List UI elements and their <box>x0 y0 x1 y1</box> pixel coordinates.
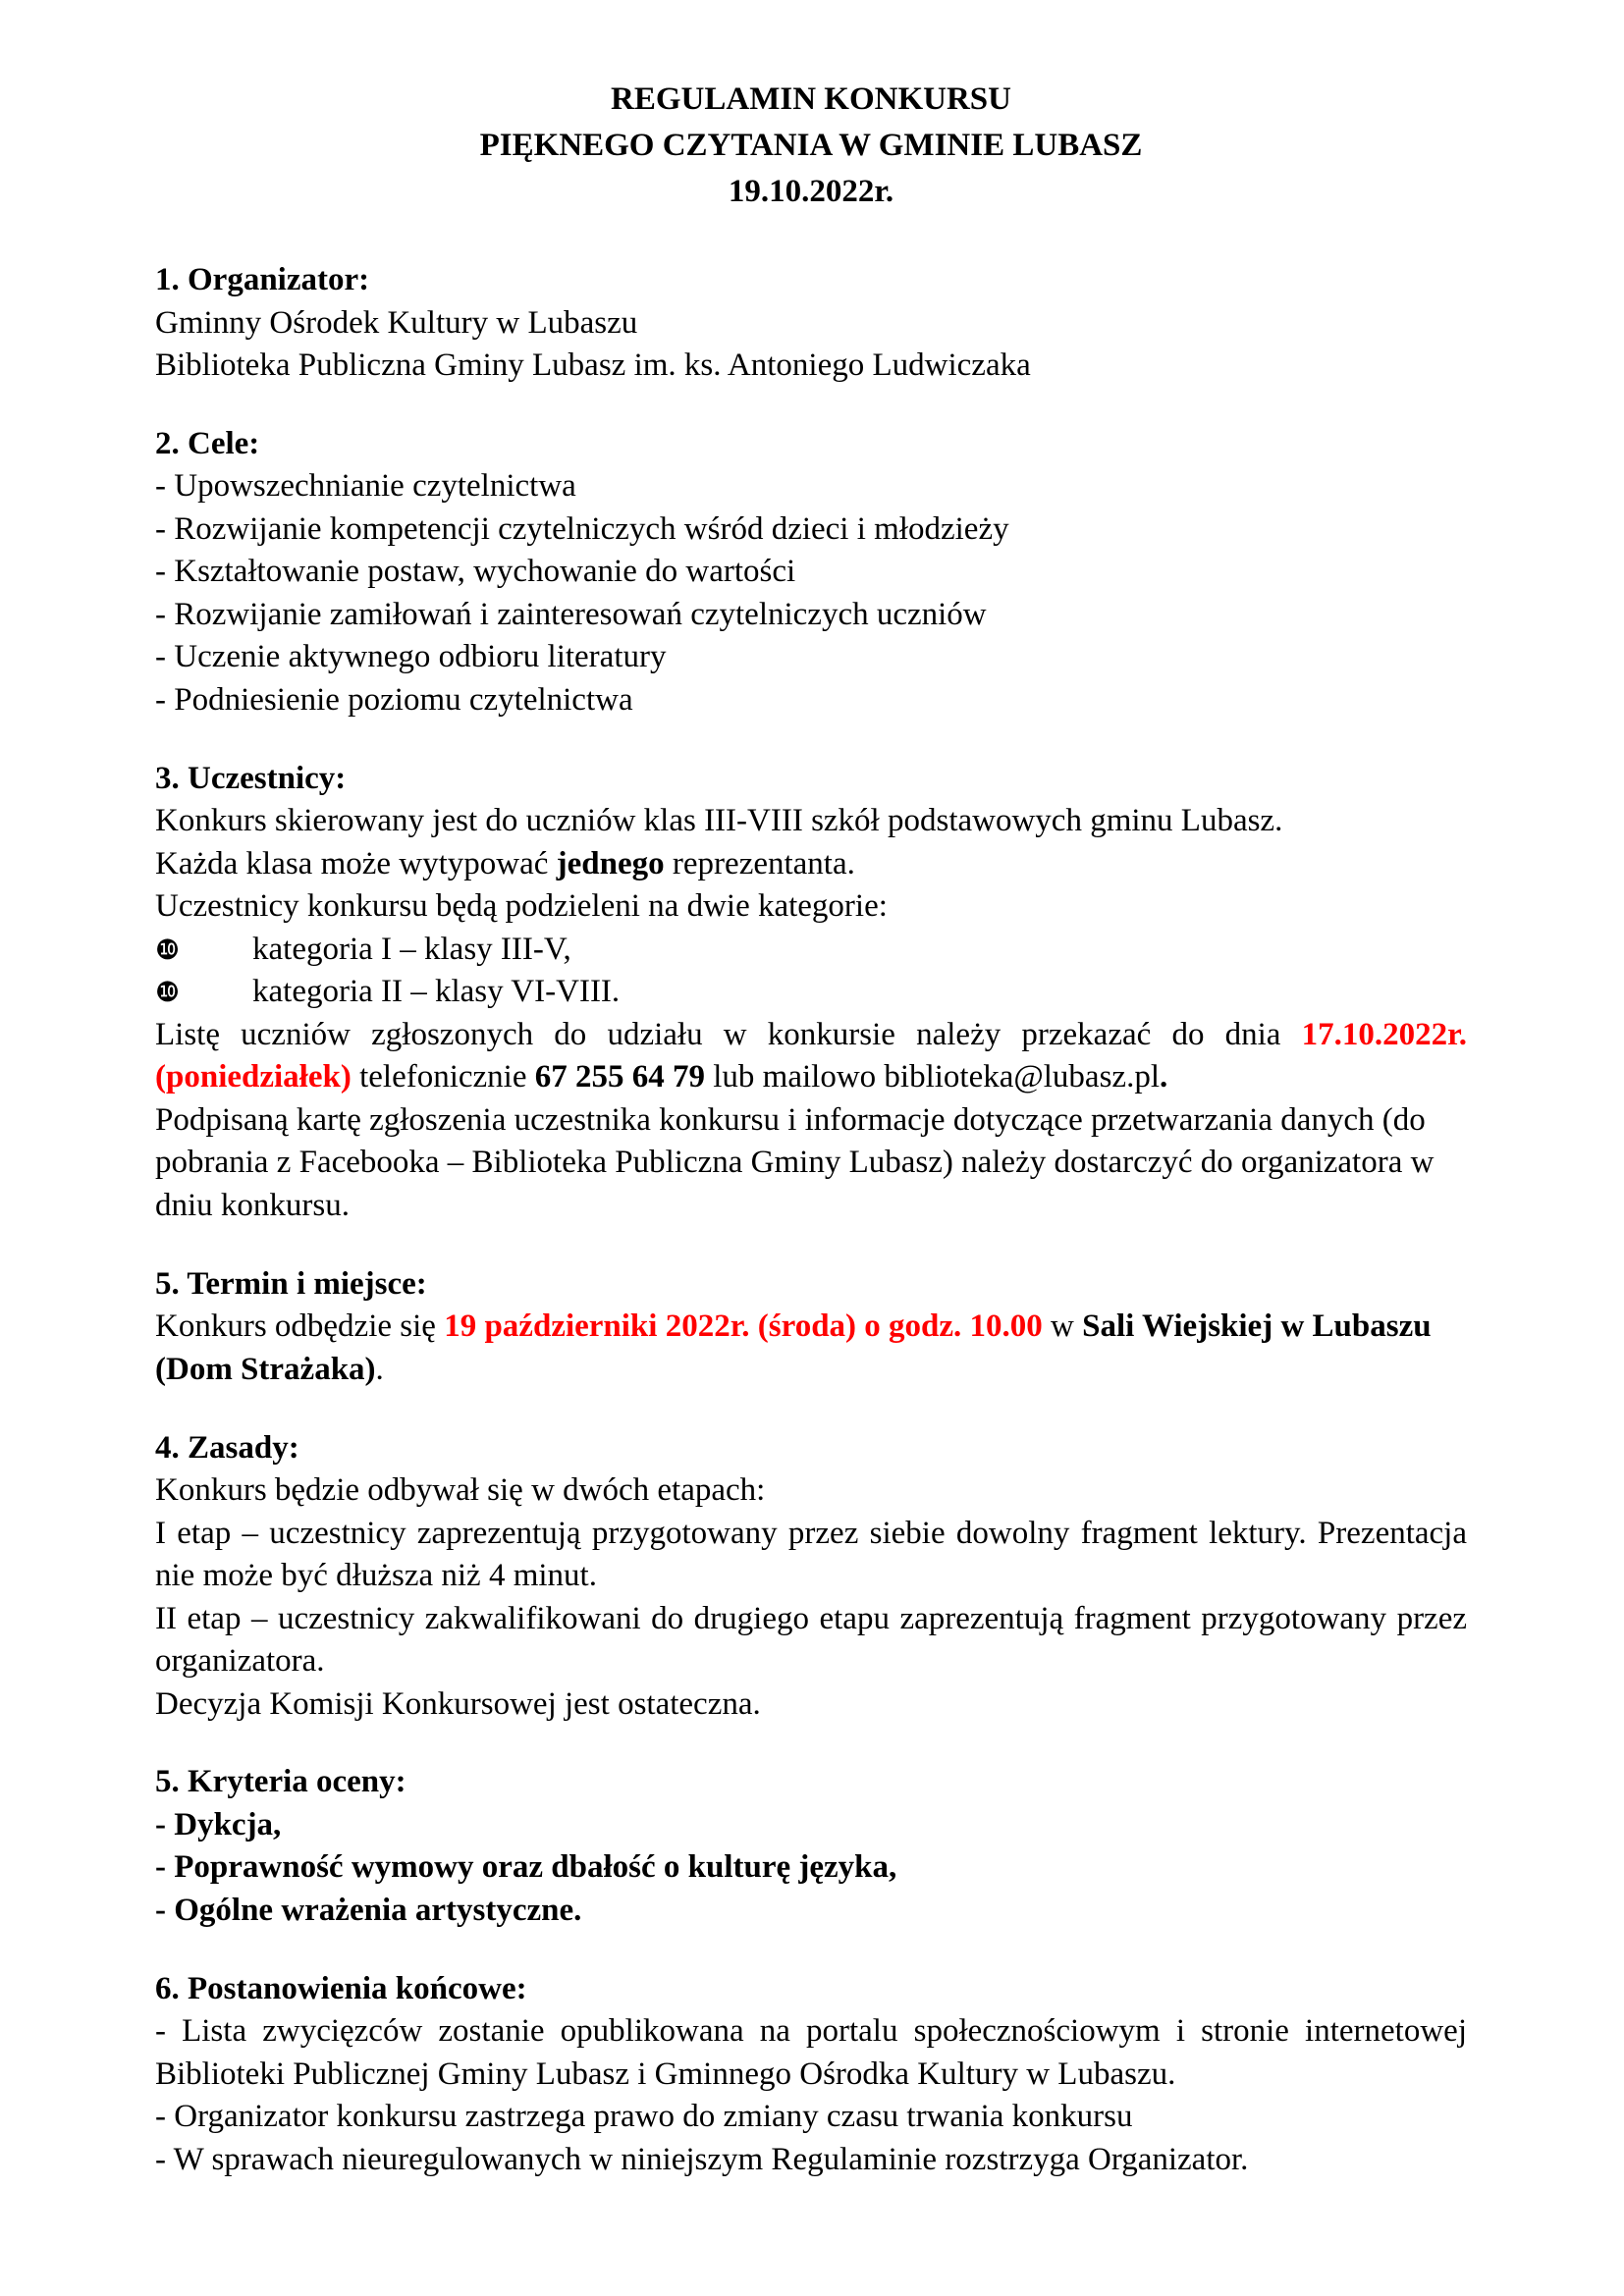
section-heading: 5. Kryteria oceny: <box>155 1764 406 1800</box>
card-line: dniu konkursu. <box>155 1187 350 1223</box>
event-line <box>155 1349 1467 1392</box>
submission-deadline-day: (poniedziałek) <box>155 1059 352 1095</box>
category-label: kategoria II – klasy VI-VIII. <box>252 974 621 1010</box>
rules-line: nie może być dłuższa niż 4 minut. <box>155 1558 597 1594</box>
rules-line: organizatora. <box>155 1643 325 1680</box>
section-heading: 3. Uczestnicy: <box>155 760 347 796</box>
organizer-line: Biblioteka Publiczna Gminy Lubasz im. ks. Antoniego Ludwiczaka <box>155 347 1031 383</box>
section-rules <box>155 1427 1467 1727</box>
rules-line: Konkurs będzie odbywał się w dwóch etapach: <box>155 1472 766 1509</box>
criteria-item: - Ogólne wrażenia artystyczne. <box>155 1892 582 1928</box>
document-body <box>155 259 1467 2217</box>
section-organizer <box>155 259 1467 388</box>
section-goals <box>155 423 1467 722</box>
rules-line: Decyzja Komisji Konkursowej jest ostateczna. <box>155 1685 761 1722</box>
title-line-2: PIĘKNEGO CZYTANIA W GMINIE LUBASZ <box>479 128 1143 163</box>
provision-line: - Organizator konkursu zastrzega prawo do zmiany czasu trwania konkursu <box>155 2099 1133 2135</box>
card-line: pobrania z Facebooka – Biblioteka Publiczna Gminy Lubasz) należy dostarczyć do organizatora w <box>155 1145 1435 1181</box>
criteria-item: - Poprawność wymowy oraz dbałość o kulturę języka, <box>155 1849 897 1886</box>
phone-label: telefonicznie <box>351 1059 535 1095</box>
goal-item: - Rozwijanie zamiłowań i zainteresowań czytelniczych uczniów <box>155 596 987 632</box>
categories-intro: Uczestnicy konkursu będą podzieleni na dwie kategorie: <box>155 888 888 925</box>
event-place: Sali Wiejskiej w Lubaszu <box>1082 1308 1432 1345</box>
representative-text: Każda klasa może wytypować <box>155 845 557 881</box>
rules-line: I etap – uczestnicy zaprezentują przygotowany przez siebie dowolny fragment lektury. Prezentacja <box>155 1515 1467 1551</box>
circled-ten-bullet-icon: ❿ <box>155 976 181 1009</box>
goal-item: - Rozwijanie kompetencji czytelniczych wśród dzieci i młodzieży <box>155 510 1009 547</box>
category-item <box>155 929 1467 972</box>
event-place-detail: (Dom Strażaka) <box>155 1351 376 1387</box>
category-label: kategoria I – klasy III-V, <box>252 931 571 967</box>
submission-contact-line <box>155 1056 1467 1099</box>
circled-ten-bullet-icon: ❿ <box>155 933 181 966</box>
section-heading: 4. Zasady: <box>155 1429 299 1466</box>
section-heading: 1. Organizator: <box>155 262 370 297</box>
goal-item: - Kształtowanie postaw, wychowanie do wartości <box>155 554 796 590</box>
email-text: lub mailowo biblioteka@lubasz.pl <box>705 1059 1160 1095</box>
section-participants <box>155 758 1467 1228</box>
phone-number: 67 255 64 79 <box>534 1059 705 1095</box>
submission-deadline-date: 17.10.2022r. <box>1301 1016 1467 1052</box>
event-date: 19 październiki 2022r. (środa) o godz. 10.00 <box>444 1308 1043 1345</box>
section-heading: 2. Cele: <box>155 425 260 461</box>
section-criteria <box>155 1761 1467 1932</box>
section-heading: 6. Postanowienia końcowe: <box>155 1970 527 2006</box>
goal-item: - Uczenie aktywnego odbioru literatury <box>155 639 667 675</box>
event-text-mid: w <box>1042 1308 1083 1345</box>
section-final-provisions <box>155 1968 1467 2182</box>
representative-line <box>155 843 1467 886</box>
provision-line: Biblioteki Publicznej Gminy Lubasz i Gminnego Ośrodka Kultury w Lubaszu. <box>155 2056 1176 2092</box>
participants-intro: Konkurs skierowany jest do uczniów klas III-VIII szkół podstawowych gminu Lubasz. <box>155 803 1283 839</box>
event-line <box>155 1306 1467 1349</box>
representative-count: jednego <box>556 845 665 881</box>
section-heading: 5. Termin i miejsce: <box>155 1265 427 1302</box>
title-line-1: REGULAMIN KONKURSU <box>611 81 1011 117</box>
submission-text: Listę uczniów zgłoszonych do udziału w konkursie należy przekazać do dnia <box>155 1016 1302 1052</box>
provision-line: - W sprawach nieuregulowanych w niniejszym Regulaminie rozstrzyga Organizator. <box>155 2141 1249 2177</box>
section-date-place <box>155 1263 1467 1392</box>
submission-deadline-line <box>155 1014 1467 1057</box>
rules-line: II etap – uczestnicy zakwalifikowani do drugiego etapu zaprezentują fragment przygotowany przez <box>155 1600 1467 1636</box>
event-text: Konkurs odbędzie się <box>155 1308 445 1345</box>
category-item <box>155 971 1467 1014</box>
email-period: . <box>1159 1059 1168 1095</box>
card-line: Podpisaną kartę zgłoszenia uczestnika konkursu i informacje dotyczące przetwarzania danych (do <box>155 1101 1426 1138</box>
event-period: . <box>375 1351 384 1387</box>
criteria-item: - Dykcja, <box>155 1806 282 1842</box>
goal-item: - Upowszechnianie czytelnictwa <box>155 468 576 505</box>
provision-line: - Lista zwycięzców zostanie opublikowana na portalu społecznościowym i stronie internetowej <box>155 2013 1467 2050</box>
goal-item: - Podniesienie poziomu czytelnictwa <box>155 681 633 718</box>
document-title <box>155 77 1467 215</box>
organizer-line: Gminny Ośrodek Kultury w Lubaszu <box>155 304 638 341</box>
representative-text-end: reprezentanta. <box>664 845 855 881</box>
title-date: 19.10.2022r. <box>728 174 894 209</box>
